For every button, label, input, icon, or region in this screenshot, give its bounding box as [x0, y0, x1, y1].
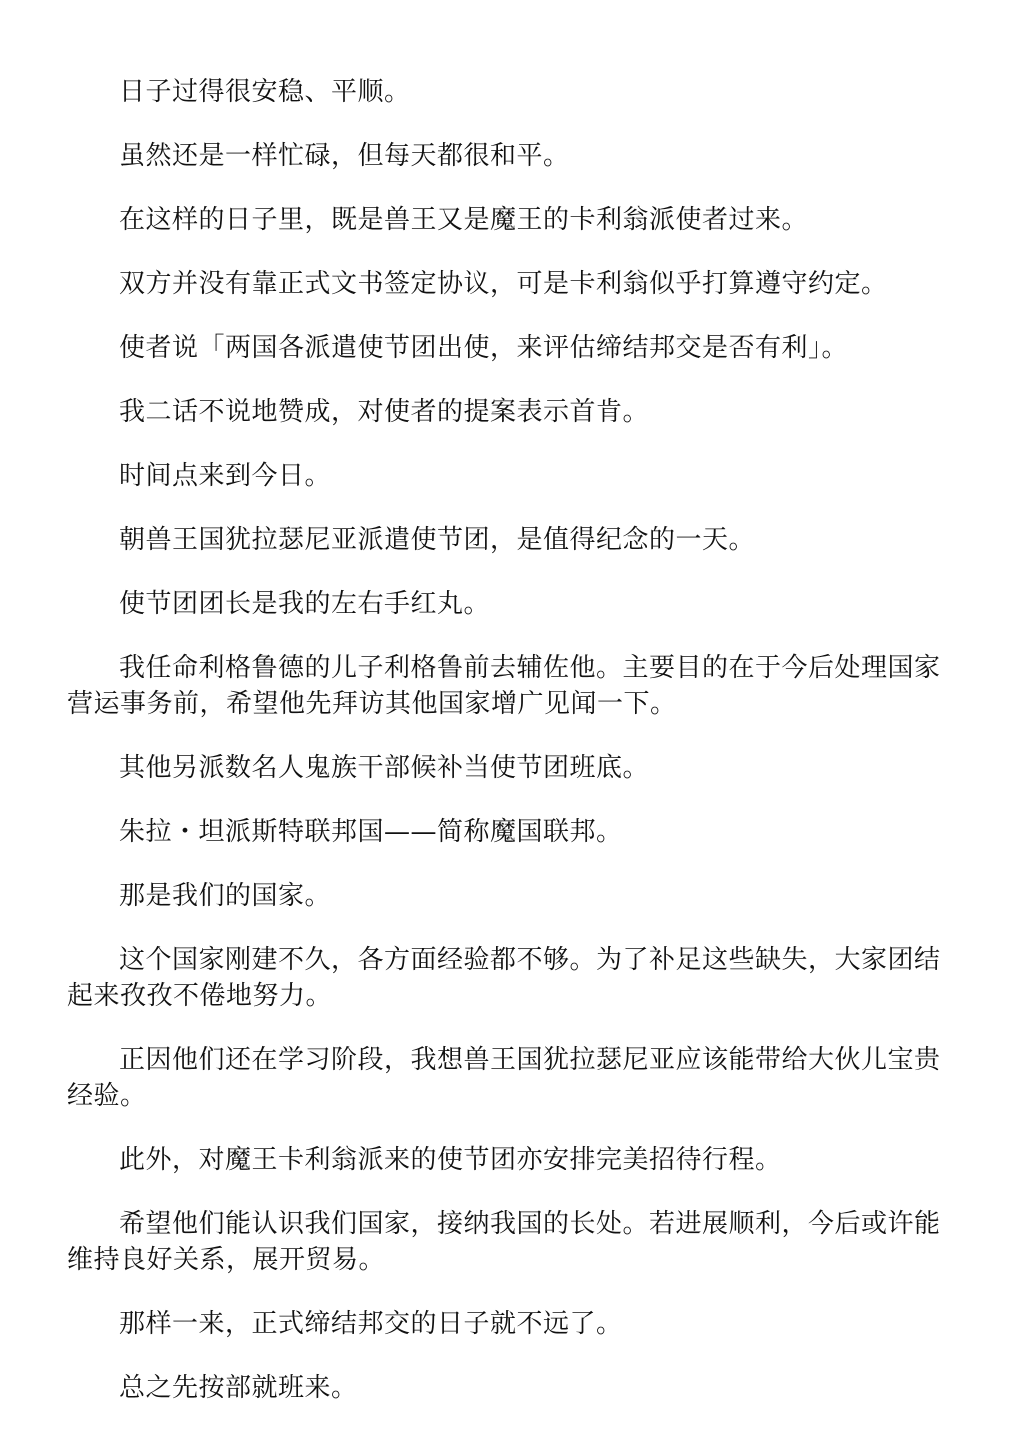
- paragraph: 此外，对魔王卡利翁派来的使节团亦安排完美招待行程。: [119, 1145, 782, 1175]
- paragraph: 使者说「两国各派遣使节团出使，来评估缔结邦交是否有利」。: [119, 333, 849, 363]
- paragraph: 虽然还是一样忙碌，但每天都很和平。: [119, 141, 570, 171]
- paragraph: 那是我们的国家。: [119, 881, 332, 911]
- paragraph: 使节团团长是我的左右手红丸。: [119, 589, 491, 619]
- paragraph: 朱拉・坦派斯特联邦国——简称魔国联邦。: [119, 817, 623, 847]
- paragraph: 正因他们还在学习阶段，我想兽王国犹拉瑟尼亚应该能带给大伙儿宝贵经验。: [67, 1045, 941, 1111]
- paragraph: 希望他们能认识我们国家，接纳我国的长处。若进展顺利，今后或许能维持良好关系，展开贸易。: [67, 1209, 941, 1275]
- paragraph: 日子过得很安稳、平顺。: [119, 77, 411, 107]
- paragraph: 总之先按部就班来。: [119, 1373, 358, 1403]
- paragraph: 我任命利格鲁德的儿子利格鲁前去辅佐他。主要目的在于今后处理国家营运事务前，希望他先拜访其他国家增广见闻一下。: [67, 653, 941, 719]
- paragraph: 朝兽王国犹拉瑟尼亚派遣使节团，是值得纪念的一天。: [119, 525, 756, 555]
- text-column: [67, 74, 943, 1434]
- paragraph: 在这样的日子里，既是兽王又是魔王的卡利翁派使者过来。: [119, 205, 809, 235]
- paragraph: 我二话不说地赞成，对使者的提案表示首肯。: [119, 397, 650, 427]
- paragraph: 时间点来到今日。: [119, 461, 332, 491]
- paragraph: 那样一来，正式缔结邦交的日子就不远了。: [119, 1309, 623, 1339]
- paragraph: 这个国家刚建不久，各方面经验都不够。为了补足这些缺失，大家团结起来孜孜不倦地努力。: [67, 945, 941, 1011]
- paragraph: 双方并没有靠正式文书签定协议，可是卡利翁似乎打算遵守约定。: [119, 269, 888, 299]
- paragraph: 其他另派数名人鬼族干部候补当使节团班底。: [119, 753, 650, 783]
